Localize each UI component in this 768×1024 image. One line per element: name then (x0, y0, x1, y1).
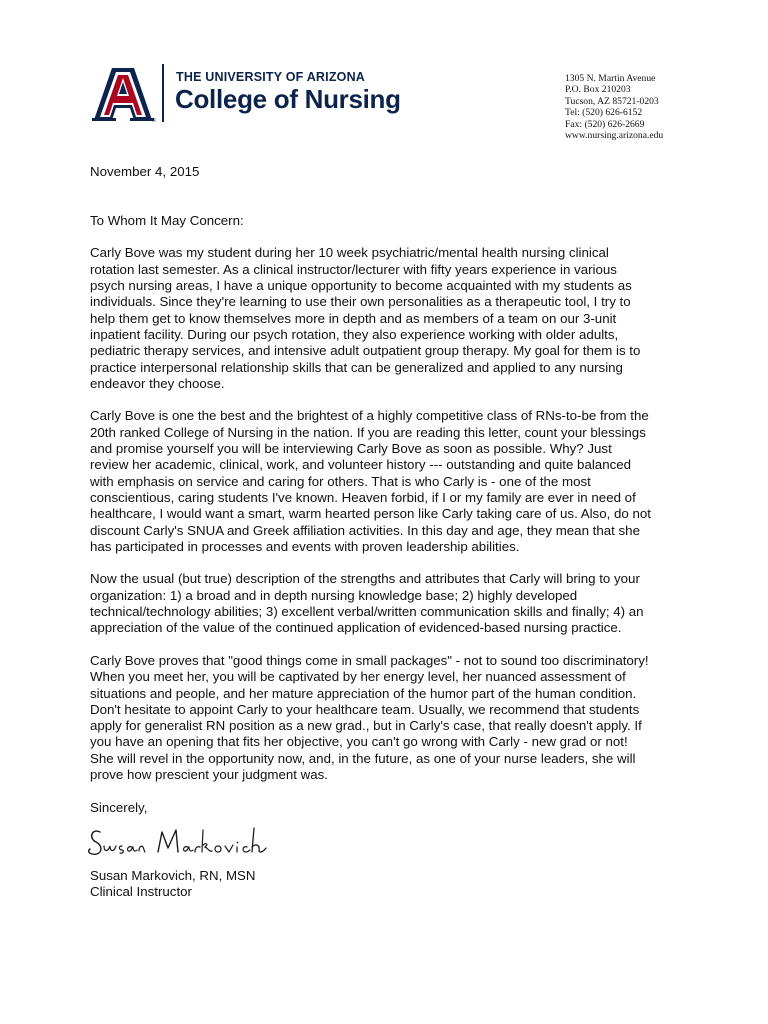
university-of-arizona-a-logo-icon (90, 66, 156, 122)
closing: Sincerely, (90, 799, 148, 815)
svg-text:®: ® (152, 118, 156, 122)
address-fax: Fax: (520) 626-2669 (565, 118, 645, 130)
university-name: THE UNIVERSITY OF ARIZONA (176, 70, 366, 84)
handwritten-signature (86, 820, 286, 864)
contact-address-block (565, 73, 663, 141)
letterhead (0, 0, 768, 160)
letter-body (90, 164, 690, 900)
address-po-box: P.O. Box 210203 (565, 84, 631, 96)
address-website: www.nursing.arizona.edu (565, 130, 664, 142)
paragraph-3: Now the usual (but true) description of the strengths and attributes that Carly will bring to your organization: 1) a broad and in depth nursing knowledge base; 2) highly developed technical/technology abilities; 3) excellent verbal/written communication skills and finally; 4) an appreciation of the value of the continued application of evidenced-based nursing practice. (90, 571, 644, 636)
letter-date: November 4, 2015 (90, 164, 200, 179)
address-street: 1305 N. Martin Avenue (565, 73, 656, 84)
signer-name: Susan Markovich, RN, MSN (90, 867, 256, 883)
address-city: Tucson, AZ 85721-0203 (565, 95, 659, 107)
salutation: To Whom It May Concern: (90, 212, 244, 228)
college-name: College of Nursing (175, 84, 401, 114)
paragraph-4: Carly Bove proves that "good things come in small packages" - not to sound too discriminatory! When you meet her, you will be captivated by her energy level, her nuanced assessment of situations and people, and her mature appreciation of the humor part of the human condition. Don't hesitate to appoint Carly to your healthcare team. Usually, we recommend that students apply for generalist RN position as a new grad., but in Carly's case, that really doesn't apply. If you have an opening that fits her objective, you can't go wrong with Carly - new grad or not! She will revel in the opportunity now, and, in the future, as one of your nurse leaders, she will prove how prescient your judgment was. (90, 652, 649, 782)
address-phone: Tel: (520) 626-6152 (565, 107, 643, 119)
logo-divider (162, 64, 164, 122)
signer-block (90, 868, 690, 901)
paragraph-2: Carly Bove is one the best and the brightest of a highly competitive class of RNs-to-be from the 20th ranked College of Nursing in the nation. If you are reading this letter, count your blessings and promise yourself you will be interviewing Carly Bove as soon as possible. Why? Just review her academic, clinical, work, and volunteer history --- outstanding and quite balanced with emphasis on service and caring for others. That is who Carly is - one of the most conscientious, caring students I've known. Heaven forbid, if I or my family are ever in need of healthcare, I would want a smart, warm hearted person like Carly taking care of us. Also, do not discount Carly's SNUA and Greek affiliation activities. In this day and age, they mean that she has participated in processes and events with proven leadership abilities. (90, 408, 651, 554)
signer-title: Clinical Instructor (90, 884, 192, 900)
paragraph-1: Carly Bove was my student during her 10 week psychiatric/mental health nursing clinical rotation last semester. As a clinical instructor/lecturer with fifty years experience in various psych nursing areas, I have a unique opportunity to become acquainted with my students as individuals. Since they're learning to use their own personalities as a therapeutic tool, I try to help them get to know themselves more in depth and as members of a team on our 3-unit inpatient facility. During our psych rotation, they also experience working with older adults, pediatric therapy services, and intensive adult outpatient group therapy. My goal for them is to practice interpersonal relationship skills that can be generalized and applied to any nursing endeavor they choose. (90, 245, 641, 391)
